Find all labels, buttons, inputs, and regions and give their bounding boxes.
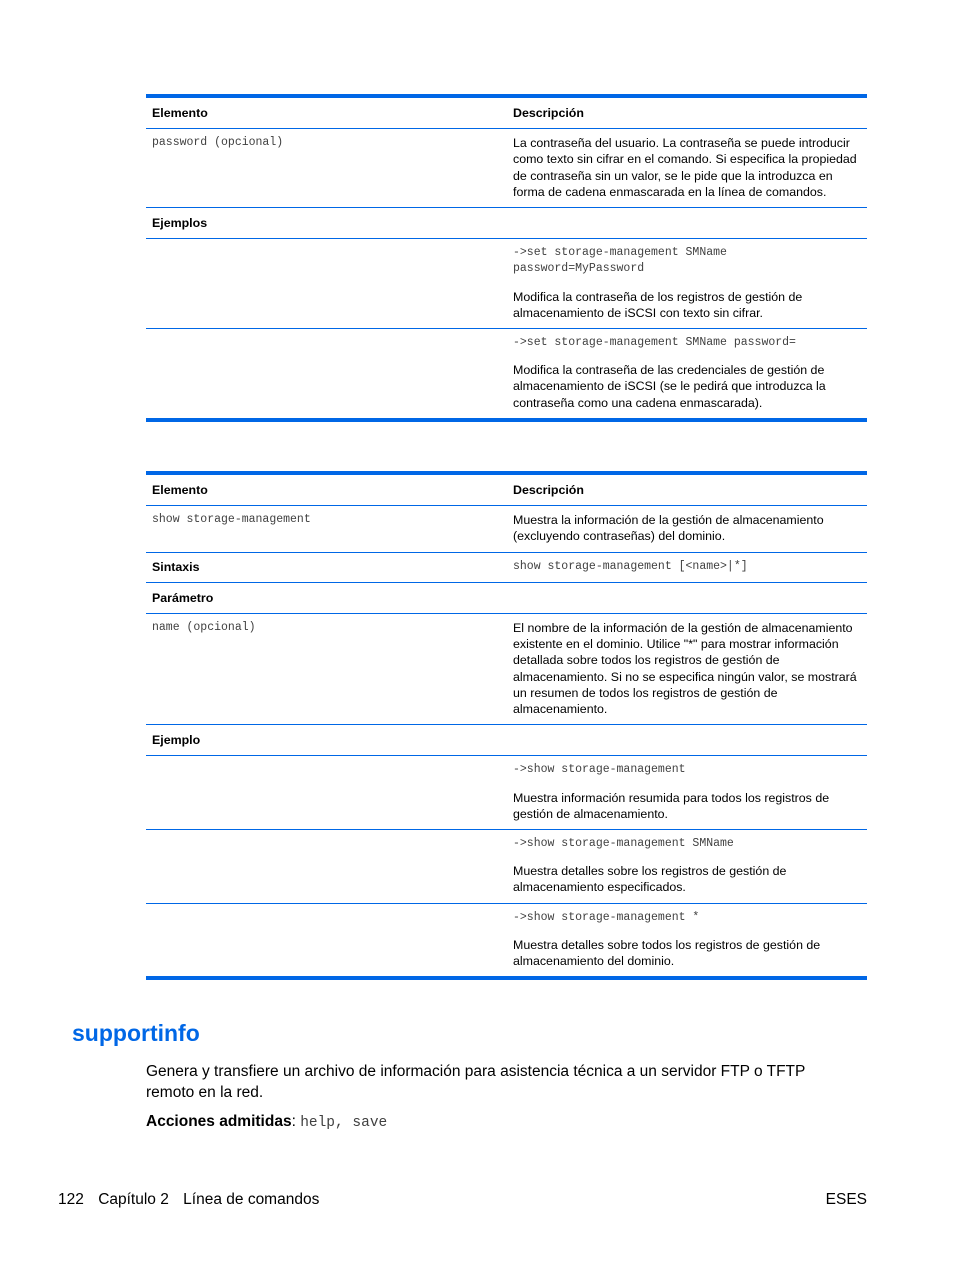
parameter-description: La contraseña del usuario. La contraseña se puede introducir como texto sin cifrar en el comando. Si especifica la propiedad de contraseña sin un valor, se le pide que la introduzca en forma de cadena enmascarada en la línea de comandos.	[513, 136, 857, 199]
syntax-label: Sintaxis	[152, 559, 200, 574]
example-command: ->show storage-management SMName	[513, 837, 734, 851]
table-row	[146, 614, 867, 725]
parameter-name: name (opcional)	[152, 621, 256, 635]
table-row	[146, 756, 867, 830]
examples-label: Ejemplos	[152, 216, 208, 231]
table-subheader-row	[146, 208, 867, 239]
table-show-storage-management	[146, 471, 867, 980]
parameter-label: Parámetro	[152, 590, 214, 605]
supported-actions-separator: :	[291, 1113, 301, 1130]
column-header-description: Descripción	[513, 106, 584, 120]
supported-actions-label: Acciones admitidas	[146, 1113, 292, 1130]
column-header-element: Elemento	[152, 483, 208, 497]
example-description: Muestra detalles sobre los registros de gestión de almacenamiento especificados.	[513, 864, 787, 895]
page-footer	[58, 1191, 319, 1209]
example-label: Ejemplo	[152, 733, 201, 748]
supported-actions-value: help, save	[300, 1115, 388, 1131]
example-command: ->set storage-management SMName password=MyPassword	[513, 246, 727, 276]
section-title: supportinfo	[72, 1020, 200, 1046]
example-command: ->show storage-management *	[513, 910, 700, 924]
locale-code: ESES	[825, 1191, 867, 1208]
table-row	[146, 506, 867, 552]
section-intro: Genera y transfiere un archivo de información para asistencia técnica a un servidor FTP o TFTP remoto en la red.	[146, 1063, 806, 1101]
table-subheader-row	[146, 582, 867, 613]
example-description: Muestra detalles sobre todos los registros de gestión de almacenamiento del dominio.	[513, 937, 821, 969]
table-header-row	[146, 473, 867, 506]
chapter-title: Línea de comandos	[183, 1191, 320, 1208]
table-row	[146, 903, 867, 978]
syntax-value: show storage-management [<name>|*]	[513, 559, 748, 573]
example-description: Muestra información resumida para todos los registros de gestión de almacenamiento.	[513, 790, 830, 821]
table-subheader-row	[146, 725, 867, 756]
table-row	[146, 239, 867, 329]
supported-actions	[146, 1112, 856, 1134]
table-row	[146, 329, 867, 420]
chapter-label: Capítulo 2	[98, 1191, 169, 1208]
parameter-description: El nombre de la información de la gestión de almacenamiento existente en el dominio. Utilice "*" para mostrar información detallada sobre todos los registros de gestión de almacenamiento. Si no se especifica ningún valor, se mostrará un resumen de todos los registros de gestión de almacenamiento.	[513, 621, 857, 717]
table-row	[146, 830, 867, 904]
example-description: Modifica la contraseña de los registros de gestión de almacenamiento de iSCSI con texto sin cifrar.	[513, 289, 803, 320]
column-header-element: Elemento	[152, 106, 208, 120]
table-password-parameter	[146, 94, 867, 422]
command-description: Muestra la información de la gestión de almacenamiento (excluyendo contraseñas) del dominio.	[513, 513, 824, 544]
example-description: Modifica la contraseña de las credenciales de gestión de almacenamiento de iSCSI (se le pedirá que introduzca la contraseña como una cadena enmascarada).	[513, 363, 826, 410]
page-number: 122	[58, 1191, 84, 1208]
example-command: ->set storage-management SMName password=	[513, 336, 796, 350]
command-name: show storage-management	[152, 513, 311, 527]
table-header-row	[146, 96, 867, 129]
table-row	[146, 552, 867, 582]
example-command: ->show storage-management	[513, 763, 686, 777]
parameter-name: password (opcional)	[152, 136, 284, 150]
table-row	[146, 129, 867, 208]
column-header-description: Descripción	[513, 483, 584, 497]
